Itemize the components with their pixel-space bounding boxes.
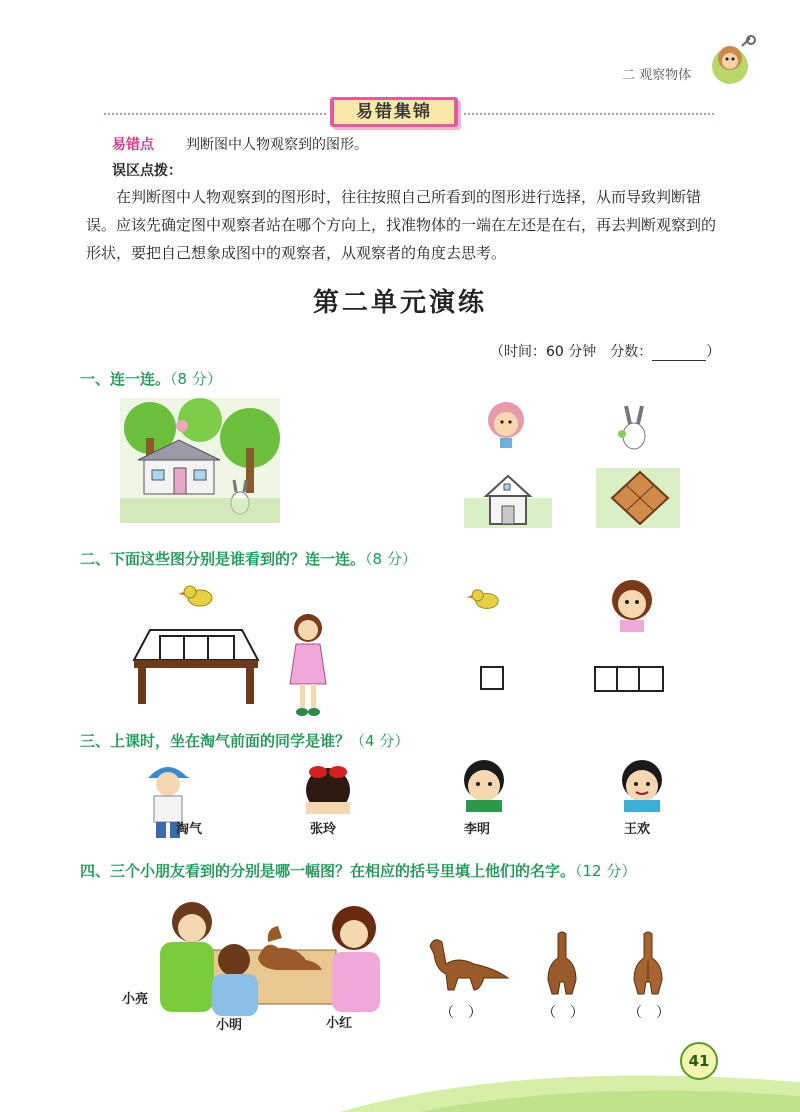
name-wanghuan: 王欢 [624,822,651,837]
name-xiaoliang: 小亮 [122,992,149,1007]
unit-title: 第二单元演练 [312,288,487,318]
page-number: 41 [680,1042,718,1080]
question-1 [80,368,222,389]
name-liming: 李明 [464,822,491,837]
monkey-mascot-icon [708,36,756,92]
time-label: （时间：60 分钟 分数： [490,344,653,360]
mistake-label: 易错点 [112,137,154,153]
zhangling-back-icon [296,762,360,814]
bird-icon-2 [470,586,504,614]
score-blank[interactable] [652,346,706,361]
square-divider-1 [616,668,618,690]
question-4 [80,860,636,881]
time-close: ） [706,344,721,360]
banner-title: 易错集锦 [334,100,454,124]
banner [330,97,458,127]
divider-left [104,113,326,115]
table-with-boxes-illustration [132,622,262,706]
children-around-dinosaur-illustration [156,898,392,1016]
square-divider-2 [638,668,640,690]
name-xiaohong: 小红 [326,1016,353,1031]
name-zhangling: 张玲 [310,822,337,837]
question-1-points: （8 分） [170,370,222,388]
girl-standing-illustration [286,612,330,718]
house-front-view-option[interactable] [464,468,552,528]
dinosaur-side-view-option [424,934,510,994]
scene-house-trees-illustration [120,398,280,523]
section-header: 二 观察物体 [622,68,692,83]
liming-boy-icon [456,756,512,812]
question-3 [80,730,409,751]
tips-title: 误区点拨： [112,163,182,179]
tips-paragraph: 在判断图中人物观察到的图形时，往往按照自己所看到的图形进行选择，从而导致判断错误。应该先确定图中观察者站在哪个方向上，找准物体的一端在左还是在右，再去判断观察到的形状，要把自己想象成图中的观察者，从观察者的角度去思考。 [86,188,717,262]
wanghuan-boy-icon [614,756,670,812]
question-4-points: （12 分） [575,862,637,880]
dinosaur-back-view-option [628,930,668,996]
rabbit-character-icon [614,404,654,452]
name-taoqi: 淘气 [176,822,203,837]
single-square-option[interactable] [480,666,504,690]
monkey-character-icon [484,400,528,450]
question-2 [80,548,417,569]
question-1-text: 一、连一连。 [80,370,171,388]
divider-right [464,113,714,115]
answer-paren-3[interactable]: （ ） [628,1005,670,1021]
question-2-points: （8 分） [365,550,417,568]
question-2-text: 二、下面这些图分别是谁看到的？连一连。 [80,550,366,568]
roof-top-view-option[interactable] [596,468,680,528]
question-3-points: （4 分） [350,732,410,750]
time-score-line [490,341,720,361]
girl-head-icon [608,578,656,632]
three-squares-option[interactable] [594,666,664,692]
question-4-text: 四、三个小朋友看到的分别是哪一幅图？在相应的括号里填上他们的名字。 [80,862,576,880]
dinosaur-front-view-option [542,930,582,996]
footer-wave-decoration [0,1030,800,1112]
answer-paren-1[interactable]: （ ） [440,1005,482,1021]
question-3-text: 三、上课时，坐在淘气前面的同学是谁？ [80,732,351,750]
answer-paren-2[interactable]: （ ） [542,1005,584,1021]
name-xiaoming: 小明 [216,1018,243,1033]
mistake-text: 判断图中人物观察到的图形。 [186,137,368,153]
bird-icon [182,582,218,612]
